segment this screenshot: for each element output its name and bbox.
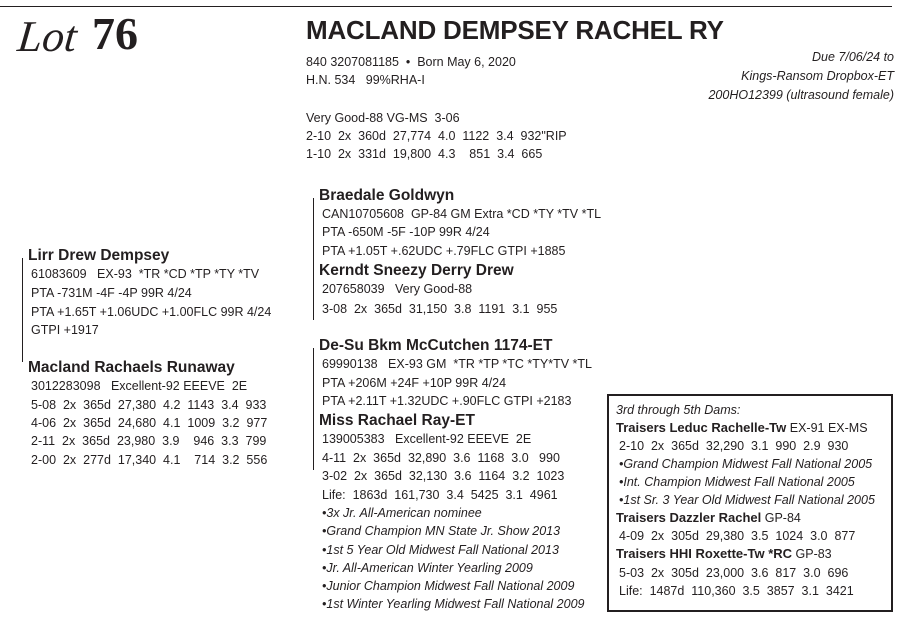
dam-sire-name: De-Su Bkm McCutchen 1174-ET	[319, 337, 553, 354]
due-line: 200HO12399 (ultrasound female)	[708, 88, 894, 102]
pedigree-bracket	[313, 198, 314, 320]
honor-line: •Grand Champion Midwest Fall National 2005	[619, 457, 873, 471]
due-line: Due 7/06/24 to	[811, 50, 894, 64]
sire-sire-line: PTA +1.05T +.62UDC +.79FLC GTPI +1885	[322, 244, 566, 258]
honor-line: •Jr. All-American Winter Yearling 2009	[322, 561, 533, 575]
herd-number: H.N. 534 99%RHA-I	[306, 73, 425, 87]
dam3-heading	[616, 419, 868, 437]
dam-dam-line: 4-11 2x 365d 32,890 3.6 1168 3.0 990	[322, 451, 560, 465]
dam-sire-line: PTA +2.11T +1.32UDC +.90FLC GTPI +2183	[322, 394, 572, 408]
sire-dam-name: Kerndt Sneezy Derry Drew	[319, 262, 514, 279]
record-line: 1-10 2x 331d 19,800 4.3 851 3.4 665	[306, 147, 543, 161]
deep-dams-box	[607, 394, 893, 612]
sire-line: PTA -731M -4F -4P 99R 4/24	[31, 286, 192, 300]
dam4-name: Traisers Dazzler Rachel	[616, 510, 762, 525]
sire-name: Lirr Drew Dempsey	[28, 247, 170, 264]
honor-line: •Junior Champion Midwest Fall National 2009	[322, 579, 575, 593]
dam-name: Macland Rachaels Runaway	[28, 359, 235, 376]
sire-dam-line: 3-08 2x 365d 31,150 3.8 1191 3.1 955	[322, 302, 558, 316]
dam4-heading	[616, 509, 801, 527]
sire-line: GTPI +1917	[31, 323, 99, 337]
honor-line: •Grand Champion MN State Jr. Show 2013	[322, 524, 561, 538]
honor-line: •1st 5 Year Old Midwest Fall National 2013	[322, 543, 559, 557]
honor-line: •1st Winter Yearling Midwest Fall National 2009	[322, 597, 585, 611]
dam5-record: Life: 1487d 110,360 3.5 3857 3.1 3421	[619, 584, 854, 598]
lot-number: 76	[92, 8, 138, 59]
dam4-record: 4-09 2x 305d 29,380 3.5 1024 3.0 877	[619, 529, 856, 543]
dam-line: 2-00 2x 277d 17,340 4.1 714 3.2 556	[31, 453, 268, 467]
dam-line: 4-06 2x 365d 24,680 4.1 1009 3.2 977	[31, 416, 268, 430]
sire-line: PTA +1.65T +1.06UDC +1.00FLC 99R 4/24	[31, 305, 272, 319]
deep-dams-header: 3rd through 5th Dams:	[616, 403, 741, 417]
pedigree-bracket	[22, 258, 23, 362]
dam5-class: GP-83	[792, 547, 832, 561]
sire-dam-line: 207658039 Very Good-88	[322, 282, 473, 296]
dam-dam-line: 139005383 Excellent-92 EEEVE 2E	[322, 432, 532, 446]
dam5-name: Traisers HHI Roxette-Tw *RC	[616, 546, 793, 561]
dam3-class: EX-91 EX-MS	[786, 421, 868, 435]
dam-dam-line: Life: 1863d 161,730 3.4 5425 3.1 4961	[322, 488, 558, 502]
dam-dam-line: 3-02 2x 365d 32,130 3.6 1164 3.2 1023	[322, 469, 565, 483]
dam-line: 3012283098 Excellent-92 EEEVE 2E	[31, 379, 248, 393]
animal-name: MACLAND DEMPSEY RACHEL RY	[306, 15, 724, 45]
record-line: 2-10 2x 360d 27,774 4.0 1122 3.4 932"RIP	[306, 129, 567, 143]
dam5-record: 5-03 2x 305d 23,000 3.6 817 3.0 696	[619, 566, 849, 580]
classification: Very Good-88 VG-MS 3-06	[306, 111, 460, 125]
pedigree-bracket	[313, 348, 314, 470]
due-info	[708, 48, 894, 105]
dam-dam-name: Miss Rachael Ray-ET	[319, 412, 475, 429]
dam-sire-line: 69990138 EX-93 GM *TR *TP *TC *TY*TV *TL	[322, 357, 593, 371]
honor-line: •3x Jr. All-American nominee	[322, 506, 482, 520]
dam3-name: Traisers Leduc Rachelle-Tw	[616, 420, 787, 435]
dam4-class: GP-84	[761, 511, 801, 525]
sire-line: 61083609 EX-93 *TR *CD *TP *TY *TV	[31, 267, 260, 281]
registration-born: 840 3207081185 • Born May 6, 2020	[306, 55, 516, 69]
honor-line: •Int. Champion Midwest Fall National 2005	[619, 475, 855, 489]
due-line: Kings-Ransom Dropbox-ET	[741, 69, 894, 83]
dam-line: 2-11 2x 365d 23,980 3.9 946 3.3 799	[31, 434, 267, 448]
sire-sire-line: CAN10705608 GP-84 GM Extra *CD *TY *TV *TL	[322, 207, 602, 221]
dam-line: 5-08 2x 365d 27,380 4.2 1143 3.4 933	[31, 398, 267, 412]
dam-sire-line: PTA +206M +24F +10P 99R 4/24	[322, 376, 507, 390]
top-rule	[0, 6, 892, 7]
dam3-record: 2-10 2x 365d 32,290 3.1 990 2.9 930	[619, 439, 849, 453]
honor-line: •1st Sr. 3 Year Old Midwest Fall National 2005	[619, 493, 875, 507]
lot-label: Lot	[15, 12, 80, 61]
sire-sire-name: Braedale Goldwyn	[319, 187, 455, 204]
sire-sire-line: PTA -650M -5F -10P 99R 4/24	[322, 225, 490, 239]
dam5-heading	[616, 545, 832, 563]
